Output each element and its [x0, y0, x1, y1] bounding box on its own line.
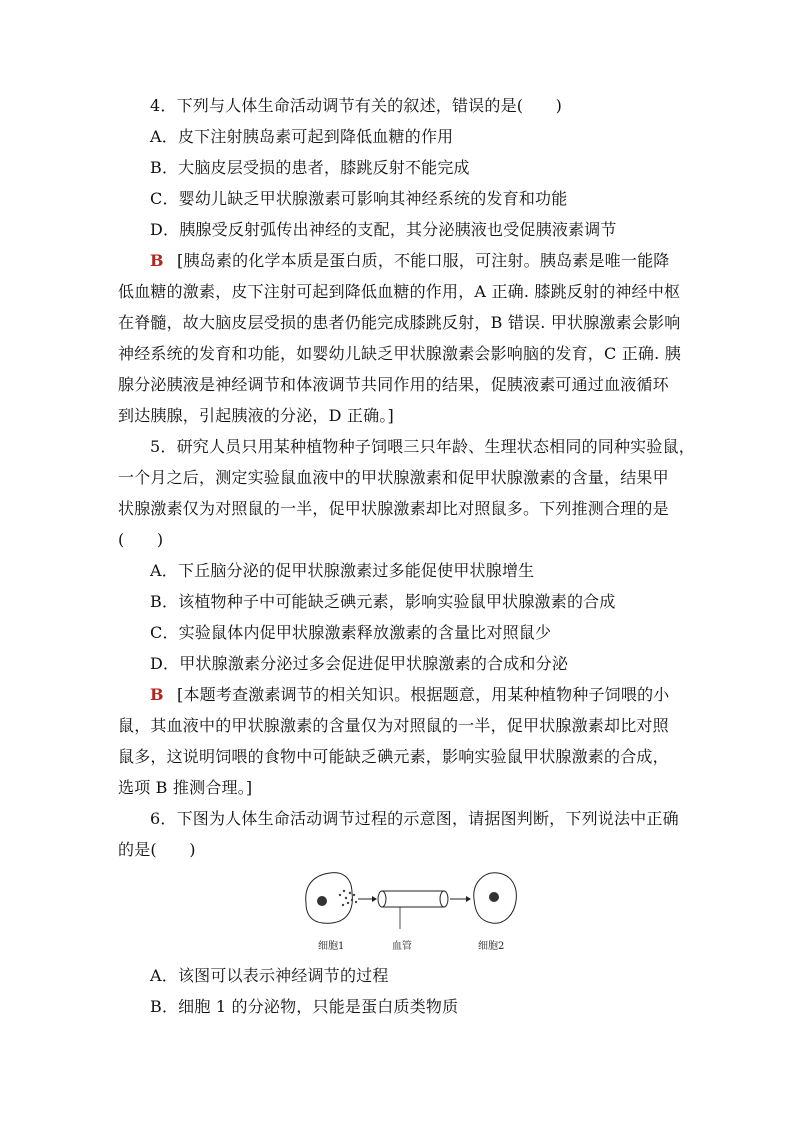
q4-explanation-6: 到达胰腺，引起胰液的分泌，D 正确。]: [118, 406, 394, 425]
q4-answer-line: [150, 251, 669, 271]
vessel-right-end: [440, 891, 448, 907]
q5-explanation-1: [本题考查激素调节的相关知识。根据题意，用某种植物种子饲喂的小: [177, 685, 670, 704]
q6-option-a: A．该图可以表示神经调节的过程: [150, 966, 389, 985]
q4-answer-letter: B: [150, 251, 164, 270]
q5-explanation-3: 鼠多，这说明饲喂的食物中可能缺乏碘元素，影响实验鼠甲状腺激素的合成，: [118, 747, 669, 766]
arrow-2-head: [466, 896, 471, 902]
vessel-left-end: [378, 891, 386, 907]
q6-option-b: B．细胞 1 的分泌物，只能是蛋白质类物质: [150, 997, 459, 1016]
cell1-label: 细胞1: [318, 941, 345, 952]
vessel-label: 血管: [392, 941, 412, 952]
q5-stem-4: ( ): [118, 530, 164, 549]
q5-stem-3: 状腺激素仅为对照鼠的一半，促甲状腺激素却比对照鼠多。下列推测合理的是: [118, 499, 669, 518]
q4-option-c: C．婴幼儿缺乏甲状腺激素可影响其神经系统的发育和功能: [150, 189, 568, 208]
q5-option-b: B．该植物种子中可能缺乏碘元素，影响实验鼠甲状腺激素的合成: [150, 592, 616, 611]
cell2-label: 细胞2: [478, 941, 505, 952]
q5-option-d: D．甲状腺激素分泌过多会促进促甲状腺激素的合成和分泌: [150, 654, 569, 673]
q5-answer-letter: B: [150, 685, 164, 704]
q5-option-c: C．实验鼠体内促甲状腺激素释放激素的含量比对照鼠少: [150, 623, 552, 642]
q4-option-d: D．胰腺受反射弧传出神经的支配，其分泌胰液也受促胰液素调节: [150, 220, 617, 239]
q4-option-b: B．大脑皮层受损的患者，膝跳反射不能完成: [150, 158, 470, 177]
q5-explanation-4: 选项 B 推测合理。]: [118, 778, 253, 797]
q4-explanation-5: 腺分泌胰液是神经调节和体液调节共同作用的结果，促胰液素可通过血液循环: [118, 375, 669, 394]
q6-diagram: [300, 855, 520, 955]
q5-explanation-2: 鼠，其血液中的甲状腺激素的含量仅为对照鼠的一半，促甲状腺激素却比对照: [118, 716, 669, 735]
q5-stem-2: 一个月之后，测定实验鼠血液中的甲状腺激素和促甲状腺激素的含量，结果甲: [118, 468, 669, 487]
q4-option-a: A．皮下注射胰岛素可起到降低血糖的作用: [150, 127, 454, 146]
q6-stem-2: 的是( ): [118, 840, 196, 859]
q4-explanation-1: [胰岛素的化学本质是蛋白质，不能口服，可注射。胰岛素是唯一能降: [177, 251, 670, 270]
q5-option-a: A．下丘脑分泌的促甲状腺激素过多能促使甲状腺增生: [150, 561, 535, 580]
q6-diagram-svg: [300, 855, 520, 955]
q5-answer-line: [150, 685, 669, 705]
q5-stem-1: 5．研究人员只用某种植物种子饲喂三只年龄、生理状态相同的同种实验鼠，: [150, 437, 695, 456]
q4-explanation-2: 低血糖的激素，皮下注射可起到降低血糖的作用，A 正确. 膝跳反射的神经中枢: [118, 282, 681, 301]
vessel-body: [382, 891, 444, 907]
q4-explanation-4: 神经系统的发育和功能，如婴幼儿缺乏甲状腺激素会影响脑的发育，C 正确. 胰: [118, 344, 681, 363]
cell2-nucleus: [489, 892, 499, 902]
q6-stem-1: 6．下图为人体生命活动调节过程的示意图，请据图判断，下列说法中正确: [150, 809, 679, 828]
arrow-1-head: [372, 896, 377, 902]
q4-stem: 4．下列与人体生命活动调节有关的叙述，错误的是( ): [150, 96, 563, 115]
cell1-nucleus: [317, 896, 327, 906]
q4-explanation-3: 在脊髓，故大脑皮层受损的患者仍能完成膝跳反射，B 错误. 甲状腺激素会影响: [118, 313, 681, 332]
